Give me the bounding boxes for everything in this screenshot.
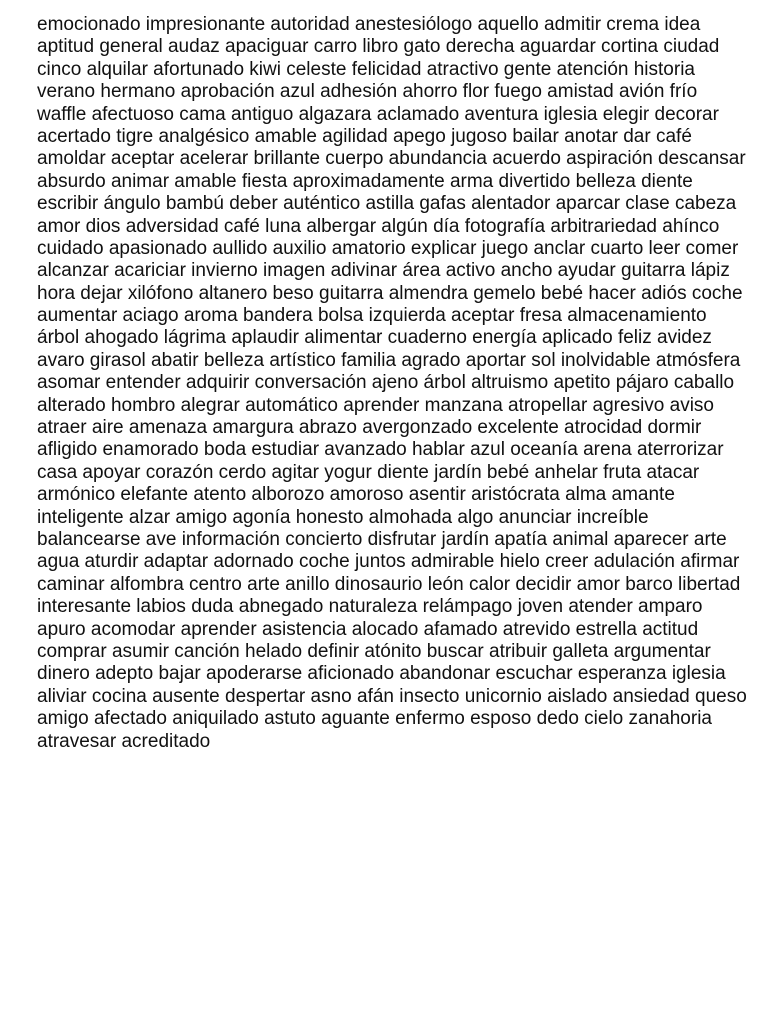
text-line: casa apoyar corazón cerdo agitar yogur diente jardín bebé anhelar fruta atacar xyxy=(37,461,700,483)
text-line: atraer aire amenaza amargura abrazo avergonzado excelente atrocidad dormir xyxy=(37,417,702,439)
text-line: asomar entender adquirir conversación ajeno árbol altruismo apetito pájaro caballo xyxy=(37,372,735,394)
text-line: aliviar cocina ausente despertar asno afán insecto unicornio aislado ansiedad queso xyxy=(37,685,747,707)
text-line: escribir ángulo bambú deber auténtico astilla gafas alentador aparcar clase cabeza xyxy=(37,193,737,215)
word-list-text xyxy=(37,14,747,753)
text-line: apuro acomodar aprender asistencia alocado afamado atrevido estrella actitud xyxy=(37,618,699,640)
text-line: emocionado impresionante autoridad anestesiólogo aquello admitir crema idea xyxy=(37,14,701,35)
text-line: absurdo animar amable fiesta aproximadamente arma divertido belleza diente xyxy=(37,170,693,192)
text-line: caminar alfombra centro arte anillo dinosaurio león calor decidir amor barco libertad xyxy=(37,573,741,595)
text-line: waffle afectuoso cama antiguo algazara aclamado aventura iglesia elegir decorar xyxy=(37,103,719,125)
text-line: avaro girasol abatir belleza artístico familia agrado aportar sol inolvidable atmósfera xyxy=(37,349,741,371)
text-line: cinco alquilar afortunado kiwi celeste felicidad atractivo gente atención historia xyxy=(37,58,695,80)
text-line: interesante labios duda abnegado naturaleza relámpago joven atender amparo xyxy=(37,596,703,618)
text-line: verano hermano aprobación azul adhesión ahorro flor fuego amistad avión frío xyxy=(37,81,698,103)
text-line: alterado hombro alegrar automático aprender manzana atropellar agresivo aviso xyxy=(37,394,714,416)
text-line: aptitud general audaz apaciguar carro libro gato derecha aguardar cortina ciudad xyxy=(37,36,720,58)
text-line: acertado tigre analgésico amable agilidad apego jugoso bailar anotar dar café xyxy=(37,125,692,147)
text-line: atravesar acreditado xyxy=(37,730,211,752)
text-line: inteligente alzar amigo agonía honesto almohada algo anunciar increíble xyxy=(37,506,649,528)
text-line: alcanzar acariciar invierno imagen adivinar área activo ancho ayudar guitarra lápiz xyxy=(37,260,730,282)
text-line: aumentar aciago aroma bandera bolsa izquierda aceptar fresa almacenamiento xyxy=(37,305,707,327)
text-line: agua aturdir adaptar adornado coche juntos admirable hielo creer adulación afirmar xyxy=(37,551,740,573)
text-line: armónico elefante atento alborozo amoroso asentir aristócrata alma amante xyxy=(37,484,675,506)
text-line: cuidado apasionado aullido auxilio amatorio explicar juego anclar cuarto leer comer xyxy=(37,237,739,259)
text-line: hora dejar xilófono altanero beso guitarra almendra gemelo bebé hacer adiós coche xyxy=(37,282,743,304)
text-line: amigo afectado aniquilado astuto aguante enfermo esposo dedo cielo zanahoria xyxy=(37,708,712,730)
text-line: amor dios adversidad café luna albergar algún día fotografía arbitrariedad ahínco xyxy=(37,215,720,237)
text-line: dinero adepto bajar apoderarse aficionado abandonar escuchar esperanza iglesia xyxy=(37,663,726,685)
text-line: afligido enamorado boda estudiar avanzado hablar azul oceanía arena aterrorizar xyxy=(37,439,724,461)
text-line: amoldar aceptar acelerar brillante cuerpo abundancia acuerdo aspiración descansar xyxy=(37,148,746,170)
text-line: árbol ahogado lágrima aplaudir alimentar cuaderno energía aplicado feliz avidez xyxy=(37,327,712,349)
text-line: balancearse ave información concierto disfrutar jardín apatía animal aparecer arte xyxy=(37,528,727,550)
text-line: comprar asumir canción helado definir atónito buscar atribuir galleta argumentar xyxy=(37,640,711,662)
